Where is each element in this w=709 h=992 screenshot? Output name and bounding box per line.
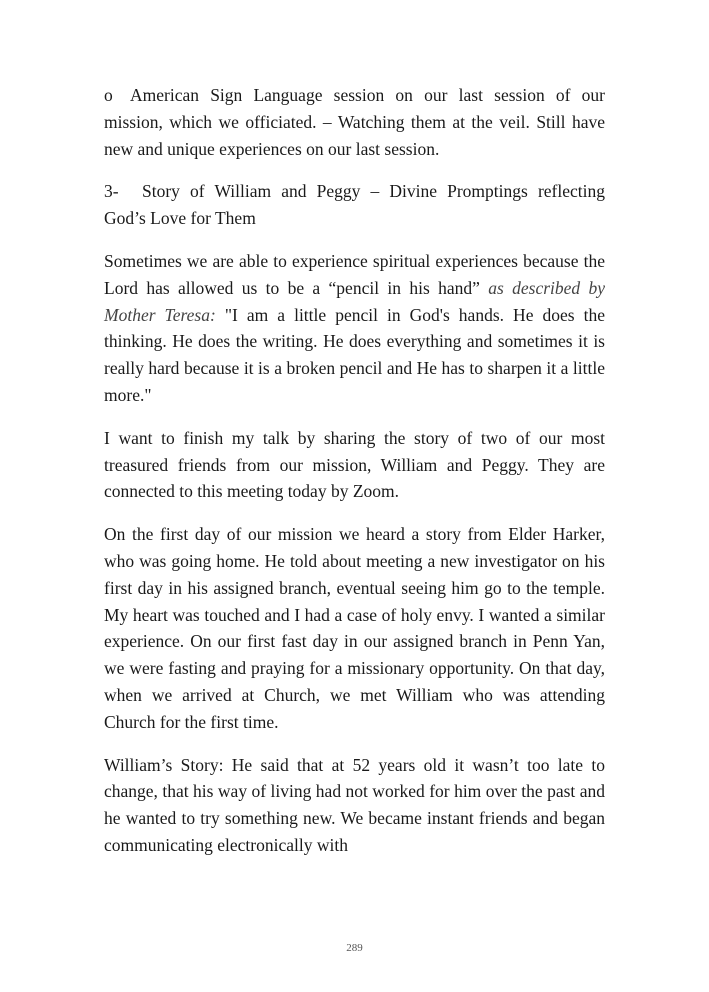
document-body — [104, 82, 605, 859]
bullet-text: American Sign Language session on our last session of our mission, which we officiated. – Watching them at the veil. Still have new and unique experiences on our last session. — [104, 85, 605, 159]
paragraph-pencil-part2: "I am a little pencil in God's hands. He does the thinking. He does the writing. He does everything and sometimes it is really hard because it is a broken pencil and He has to sharpen it a little more." — [104, 304, 606, 405]
paragraph-williams-story: William’s Story: He said that at 52 years old it wasn’t too late to change, that his way of living had not worked for him over the past and he wanted to try something new. We became instant friends and began communicating electronically with — [104, 754, 605, 855]
section-heading-text: Story of William and Peggy – Divine Promptings reflecting God’s Love for Them — [104, 181, 605, 229]
bullet-marker: o — [104, 85, 113, 105]
section-heading — [104, 178, 605, 232]
paragraph-pencil — [104, 248, 605, 409]
paragraph-pencil-italic: as described by Mother Teresa: — [104, 277, 605, 325]
paragraph-pencil-part1: Sometimes we are able to experience spiritual experiences because the Lord has allowed us to be a “pencil in his hand” — [104, 250, 605, 298]
paragraph-friends: I want to finish my talk by sharing the story of two of our most treasured friends from our mission, William and Peggy. They are connected to this meeting today by Zoom. — [104, 427, 605, 502]
bullet-item — [104, 82, 605, 162]
page-number: 289 — [346, 942, 363, 954]
paragraph-first-day: On the first day of our mission we heard a story from Elder Harker, who was going home. He told about meeting a new investigator on his first day in his assigned branch, eventual seeing him go to the temple. My heart was touched and I had a case of holy envy. I wanted a similar experience. On our first fast day in our assigned branch in Penn Yan, we were fasting and praying for a missionary opportunity. On that day, when we arrived at Church, we met William who was attending Church for the first time. — [104, 524, 605, 732]
section-number: 3- — [104, 181, 119, 202]
